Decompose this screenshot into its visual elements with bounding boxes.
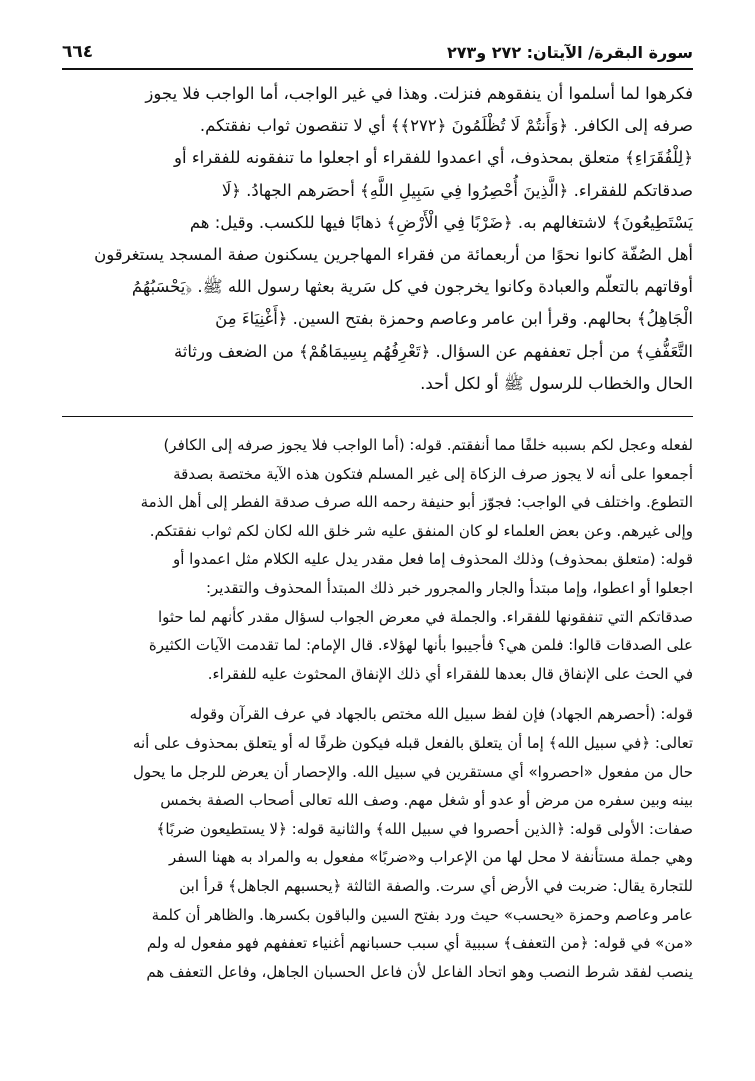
sharh-line: لفعله وعجل لكم بسببه خلفًا مما أنفقتم. قوله: (أما الواجب فلا يجوز صرفه إلى الكافر) xyxy=(163,436,693,455)
sharh-line: للتجارة يقال: ضربت في الأرض أي سرت. والصفة الثالثة ﴿يحسبهم الجاهل﴾ قرأ ابن xyxy=(179,876,693,895)
commentary-text xyxy=(62,431,693,986)
matn-line: التَّعَفُّفِ﴾ من أجل تعففهم عن السؤال. ﴿تَعْرِفُهُم بِسِيمَاهُمْ﴾ من الضعف ورثاثة xyxy=(173,341,693,361)
matn-line: فكرهوا لما أسلموا أن ينفقوهم فنزلت. وهذا في غير الواجب، أما الواجب فلا يجوز xyxy=(145,84,693,103)
sharh-line: تعالى: ﴿في سبيل الله﴾ إما أن يتعلق بالفعل قبله فيكون ظرفًا له أو يتعلق بمحذوف على أنه xyxy=(132,733,693,752)
sharh-line: صدقاتكم التي تنفقونها للفقراء. والجملة في معرض الجواب لسؤال مقدر كأنهم لما حثوا xyxy=(157,607,693,626)
sharh-line: عامر وعاصم وحمزة «يحسب» حيث ورد بفتح السين والباقون بكسرها. والظاهر أن كلمة xyxy=(151,905,693,924)
sharh-line: بينه وبين سفره من مرض أو عدو أو شغل مهم. وصف الله تعالى أصحاب الصفة بخمس xyxy=(160,791,693,810)
matn-line: صدقاتكم للفقراء. ﴿الَّذِينَ أُحْصِرُوا فِي سَبِيلِ اللَّهِ﴾ أحصَرهم الجهادُ. ﴿لَا xyxy=(221,180,693,200)
running-header xyxy=(62,42,693,70)
sharh-line: اجعلوا أو اعطوا، وإما مبتدأ والجار والمجرور خبر ذلك المبتدأ المحذوف والتقدير: xyxy=(205,579,693,597)
matn-line: الْجَاهِلُ﴾ بحالهم. وقرأ ابن عامر وعاصم وحمزة بفتح السين. ﴿أَغْنِيَاءَ مِنَ xyxy=(215,309,693,329)
matn-line: صرفه إلى الكافر. ﴿وَأَنتُمْ لَا تُظْلَمُونَ ﴿٢٧٢﴾﴾ أي لا تنقصون ثواب نفقتكم. xyxy=(199,116,693,136)
matn-line: الحال والخطاب للرسول ﷺ أو لكل أحد. xyxy=(420,373,693,393)
page-number: ٦٦٤ xyxy=(62,42,94,62)
tafsir-main-text xyxy=(62,78,693,400)
sharh-line: وإلى غيرهم. وعن بعض العلماء لو كان المنفق عليه شر خلق الله لكان لكم ثواب نفقتكم. xyxy=(149,521,693,540)
matn-line: أوقاتهم بالتعلّم والعبادة وكانوا يخرجون في كل سَرية بعثها رسول الله ﷺ. ﴿يَحْسَبُهُمُ xyxy=(131,277,693,297)
section-divider xyxy=(62,416,693,417)
commentary-paragraph-1 xyxy=(62,431,693,688)
sharh-line: على الصدقات قالوا: فلمن هي؟ فأجيبوا بأنها لهؤلاء. قال الإمام: لما تقدمت الآيات الكثيرة xyxy=(148,636,693,655)
surah-title: سورة البقرة/ الآيتان: ٢٧٢ و٢٧٣ xyxy=(446,43,693,62)
sharh-line: أجمعوا على أنه لا يجوز صرف الزكاة إلى غير المسلم فتكون هذه الآية مختصة بصدقة xyxy=(173,464,693,483)
matn-line: ﴿لِلْفُقَرَاءِ﴾ متعلق بمحذوف، أي اعمدوا للفقراء أو اجعلوا ما تنفقونه للفقراء أو xyxy=(174,148,693,168)
sharh-line: «من» في قوله: ﴿من التعفف﴾ سببية أي سبب حسبانهم أغنياء تعففهم فهو مفعول له ولم xyxy=(146,934,693,953)
matn-line: أهل الصُفّة كانوا نحوًا من أربعمائة من فقراء المهاجرين يسكنون صفة المسجد يستغرقون xyxy=(94,245,693,265)
sharh-line: قوله: (متعلق بمحذوف) وذلك المحذوف إما فعل مقدر يدل عليه الكلام مثل اعمدوا أو xyxy=(172,550,693,569)
sharh-line: التطوع. واختلف في الواجب: فجوّز أبو حنيفة رحمه الله صرف صدقة الفطر إلى أهل الذمة xyxy=(140,493,693,512)
matn-line: يَسْتَطِيعُونَ﴾ لاشتغالهم به. ﴿ضَرْبًا فِي الْأَرْضِ﴾ ذهابًا فيها للكسب. وقيل: هم xyxy=(189,212,693,232)
commentary-paragraph-2 xyxy=(62,700,693,986)
sharh-line: ينصب لفقد شرط النصب وهو اتحاد الفاعل لأن فاعل الحسبان الجاهل، وفاعل التعفف هم xyxy=(146,962,693,981)
sharh-line: وهي جملة مستأنفة لا محل لها من الإعراب و«ضربًا» مفعول به والمراد به ههنا السفر xyxy=(168,848,693,867)
sharh-line: في الحث على الإنفاق قال بعدها للفقراء أي ذلك الإنفاق المحثوث عليه للفقراء. xyxy=(207,664,693,683)
sharh-line: صفات: الأولى قوله: ﴿الذين أحصروا في سبيل الله﴾ والثانية قوله: ﴿لا يستطيعون ضربًا﴾ xyxy=(156,819,693,838)
sharh-line: قوله: (أحصرهم الجهاد) فإن لفظ سبيل الله مختص بالجهاد في عرف القرآن وقوله xyxy=(189,705,693,724)
sharh-line: حال من مفعول «احصروا» أي مستقرين في سبيل الله. والإحصار أن يعرض للرجل ما يحول xyxy=(132,762,693,781)
